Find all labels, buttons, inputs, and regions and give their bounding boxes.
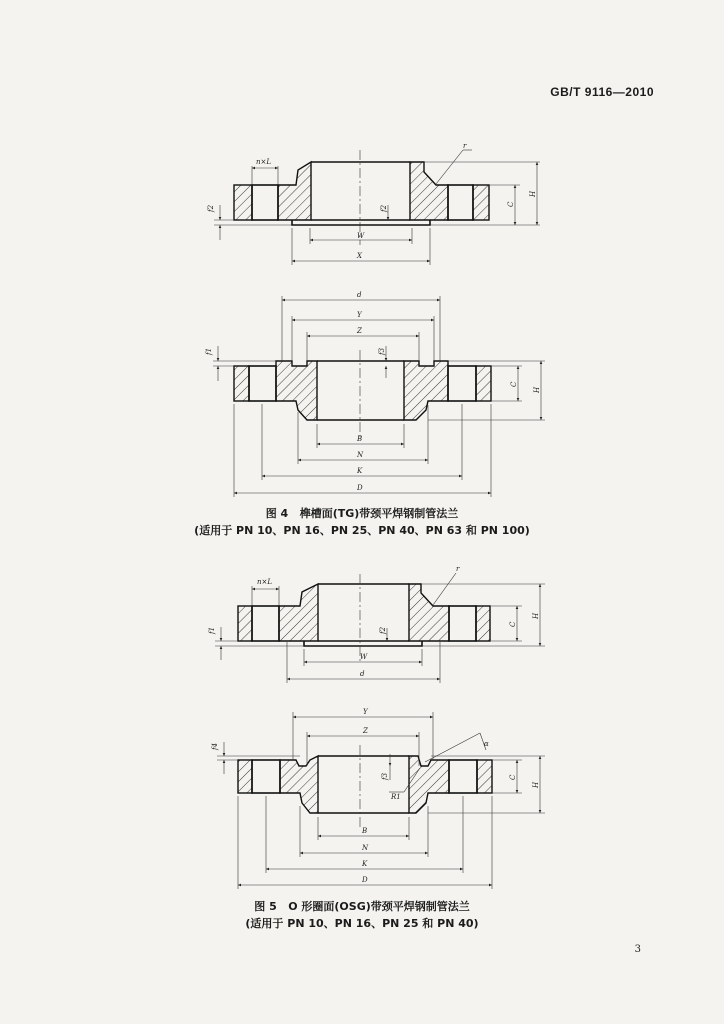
fig4b-label-D: D [357,484,363,492]
fig4b-right-bolt-hole [448,366,476,401]
fig5b-label-B: B [362,827,368,835]
fig4a-right-hub [410,162,448,220]
fig4b-label-B: B [357,435,363,443]
figure4-caption-title: 图 4 榫槽面(TG)带颈平焊钢制管法兰 [265,507,459,520]
fig5b-label-C: C [509,774,517,780]
fig4a-label-f2-center: f2 [380,204,388,212]
fig5b-label-R1: R1 [391,793,401,801]
fig4b-right-ring [476,366,491,401]
figure4-caption-scope: (适用于 PN 10、PN 16、PN 25、PN 40、PN 63 和 PN 100) [194,524,530,537]
fig5a-label-H: H [532,612,540,619]
fig5a-label-d: d [360,670,365,678]
fig4a-label-W: W [357,232,365,240]
fig4a-left-bolt-hole [252,185,278,220]
fig4b-label-Z: Z [357,327,362,335]
fig5b-right-hub [409,756,449,813]
fig4a-label-f2-left: f2 [207,204,215,212]
fig4a-label-C: C [507,201,515,207]
fig5b-label-K: K [362,860,368,868]
fig4b-label-N: N [357,451,364,459]
fig4b-left-hub [276,361,317,420]
fig5b-label-D: D [362,876,368,884]
fig5b-left-hub [280,756,318,813]
fig5a-left-hub [279,584,318,641]
fig4b-right-hub [404,361,448,420]
fig5b-label-alpha: α [484,740,489,748]
fig5b-label-f3: f3 [381,772,389,780]
fig4b-label-d: d [357,291,362,299]
fig5a-right-hub [409,584,449,641]
fig4a-right-ring [473,185,489,220]
fig4a-label-X: X [357,252,362,260]
fig5-groove-flange [211,708,545,889]
fig5b-left-bolt-hole [252,760,280,793]
fig4a-label-nxl: n×L [256,158,272,166]
figure5-caption-title: 图 5 O 形圈面(OSG)带颈平焊钢制管法兰 [254,900,470,913]
fig5-ring-flange [208,565,545,683]
fig5a-right-ring [476,606,490,641]
fig4b-label-C: C [510,381,518,387]
fig5b-label-N: N [362,844,369,852]
fig4b-label-f3: f3 [378,347,386,355]
fig5b-right-bolt-hole [449,760,477,793]
fig5b-label-Z: Z [363,727,368,735]
fig4b-left-ring [234,366,249,401]
fig5a-label-nxl: n×L [257,578,273,586]
fig5b-label-H: H [532,781,540,788]
fig4a-label-H: H [529,190,537,197]
fig4b-label-f1: f1 [205,347,213,355]
page-number: 3 [634,944,641,955]
standard-number: GB/T 9116—2010 [550,85,654,99]
fig5b-left-ring [238,760,252,793]
fig4a-right-bolt-hole [448,185,473,220]
fig4-tongue-flange [207,142,540,265]
fig4b-label-Y: Y [357,311,362,319]
fig4b-label-K: K [357,467,363,475]
fig4b-left-bolt-hole [249,366,276,401]
fig4a-label-r: r [463,142,467,150]
fig4b-label-H: H [533,386,541,393]
fig5a-right-bolt-hole [449,606,476,641]
fig5b-label-Y: Y [363,708,368,716]
fig5b-label-f4: f4 [211,742,219,750]
fig4-groove-flange [205,291,545,497]
fig5a-label-W: W [360,653,368,661]
fig5a-left-ring [238,606,252,641]
fig5a-label-f1: f1 [208,626,216,634]
fig4a-left-ring [234,185,252,220]
fig5a-label-r: r [456,565,460,573]
figure5-caption-scope: (适用于 PN 10、PN 16、PN 25 和 PN 40) [245,917,479,930]
fig4a-left-hub [278,162,311,220]
fig5a-label-C: C [509,621,517,627]
fig5a-left-bolt-hole [252,606,279,641]
fig5a-label-f2: f2 [379,626,387,634]
fig5b-right-ring [477,760,492,793]
